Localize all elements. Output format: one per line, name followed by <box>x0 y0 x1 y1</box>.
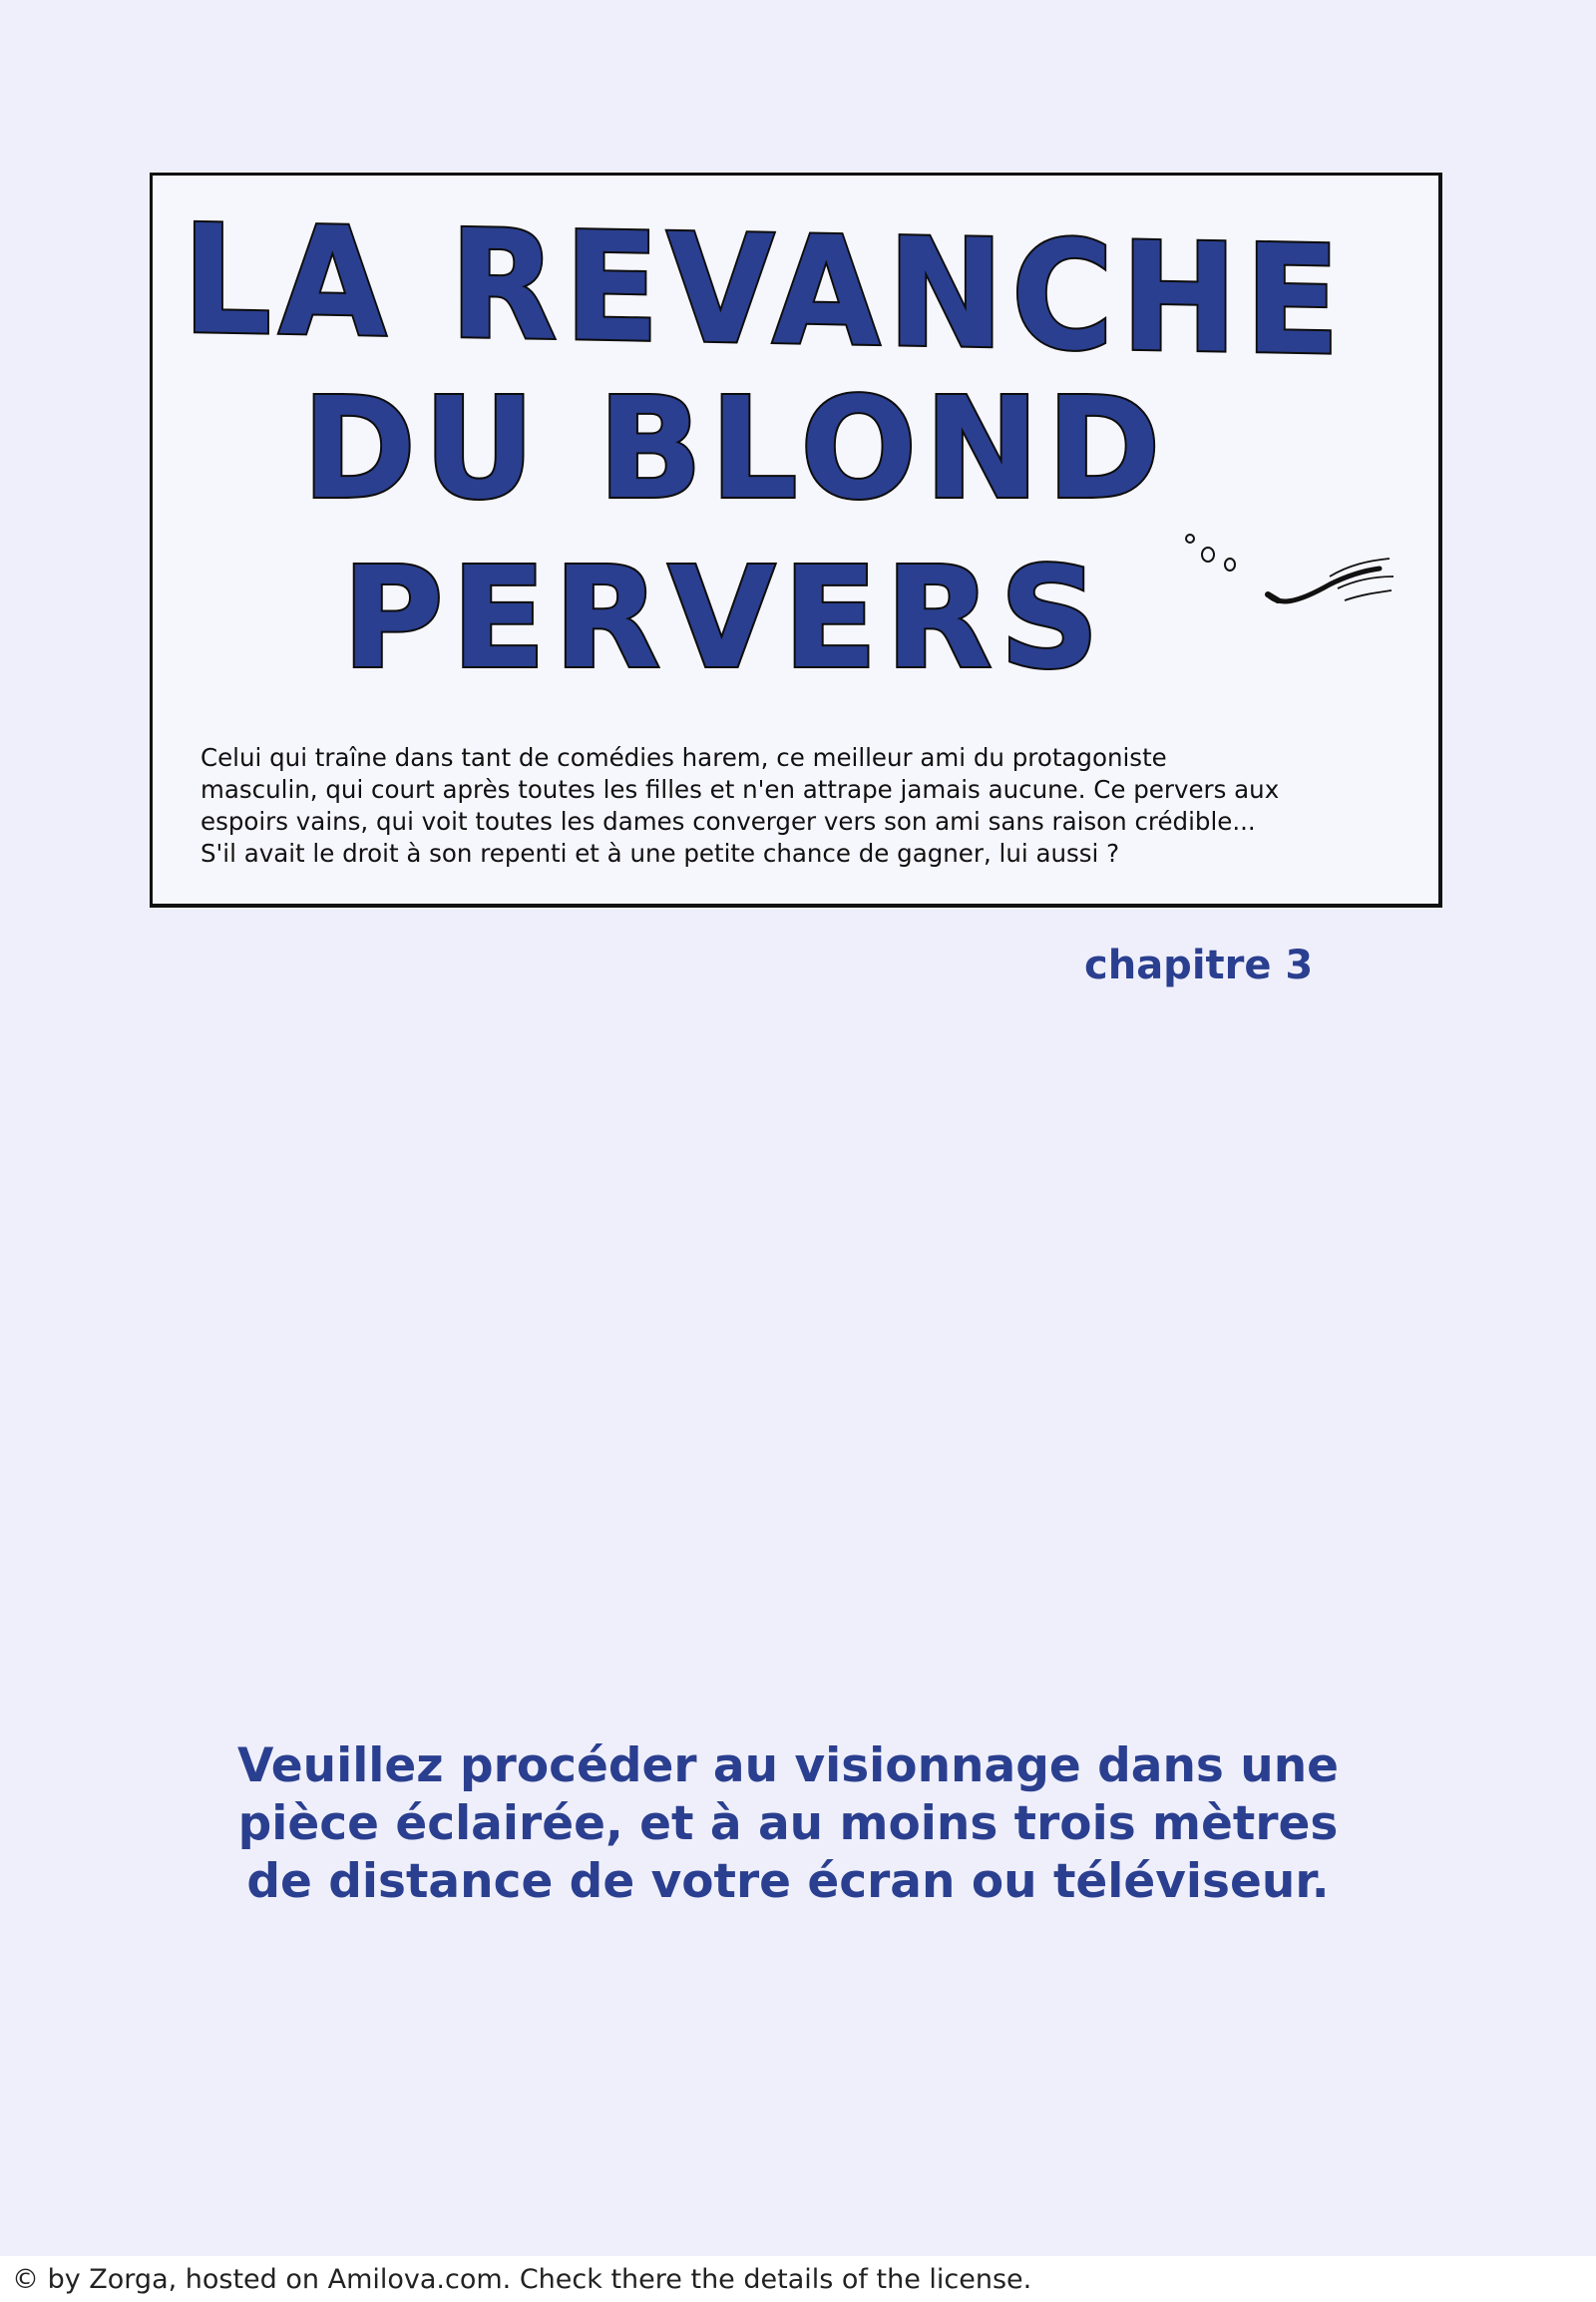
synopsis-line: espoirs vains, qui voit toutes les dames converger vers son ami sans raison crédible... <box>200 807 1256 836</box>
title-panel <box>150 173 1442 908</box>
synopsis-line: S'il avait le droit à son repenti et à une petite chance de gagner, lui aussi ? <box>200 839 1120 868</box>
title-line-3: PERVERS <box>342 538 1107 700</box>
synopsis-line: Celui qui traîne dans tant de comédies harem, ce meilleur ami du protagoniste <box>200 743 1167 772</box>
title-line-2: DU BLOND <box>302 368 1169 531</box>
title-logo <box>183 195 1419 714</box>
chapter-label: chapitre 3 <box>1084 943 1314 988</box>
notice-line: de distance de votre écran ou téléviseur. <box>246 1854 1330 1909</box>
notice-line: pièce éclairée, et à au moins trois mètres <box>237 1796 1339 1851</box>
license-notice: © by Zorga, hosted on Amilova.com. Check there the details of the license. <box>12 2264 1032 2295</box>
synopsis-line: masculin, qui court après toutes les filles et n'en attrape jamais aucune. Ce pervers aux <box>200 775 1280 804</box>
title-line-1: LA REVANCHE <box>183 193 1348 389</box>
synopsis-text <box>200 742 1427 870</box>
footer-bar <box>0 2256 1596 2302</box>
notice-line: Veuillez procéder au visionnage dans une <box>236 1738 1340 1793</box>
viewing-notice <box>190 1737 1387 1911</box>
whoosh-doodle-icon <box>1180 525 1409 634</box>
